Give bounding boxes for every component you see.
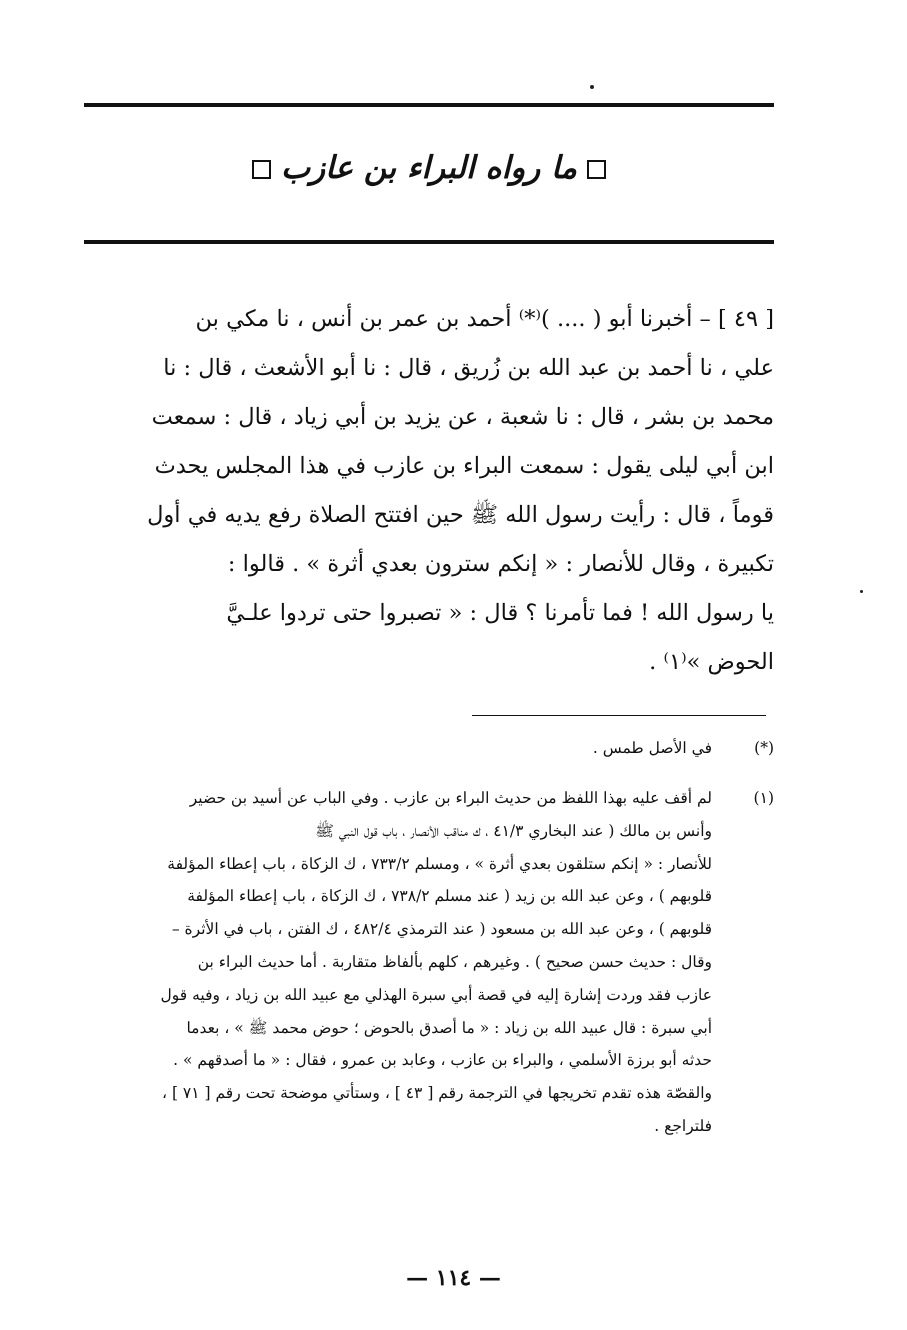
text-line: [ ٤٩ ] – أخبرنا أبو ( .... )⁽*⁾ أحمد بن عمر بن أنس ، نا مكي بن (195, 306, 774, 332)
footnote-separator (472, 715, 766, 716)
footnote-marker: (١) (753, 789, 774, 807)
footnote-line: عازب فقد وردت إشارة إليه في قصة أبي سبرة الهذلي مع عبيد الله بن زياد ، وفيه قول (160, 985, 712, 1004)
text-line: ابن أبي ليلى يقول : سمعت البراء بن عازب في هذا المجلس يحدث (154, 453, 774, 479)
bottom-rule (84, 240, 774, 244)
footnote-marker: (*) (754, 739, 774, 757)
square-ornament-icon (587, 160, 606, 179)
square-ornament-icon (252, 160, 271, 179)
text-line: الحوض »⁽١⁾ . (649, 649, 774, 675)
footnote-star (72, 732, 774, 765)
text-line: يا رسول الله ! فما تأمرنا ؟ قال : « تصبروا حتى تردوا علـيَّ (226, 600, 774, 626)
footnote-line: أبي سبرة : قال عبيد الله بن زياد : « ما أصدق بالحوض ؛ حوض محمد ﷺ » ، بعدما (186, 1018, 712, 1037)
footnote-line: للأنصار : « إنكم ستلقون بعدي أثرة » ، ومسلم ٧٣٣/٢ ، ك الزكاة ، باب إعطاء المؤلفة (167, 854, 712, 873)
speck (860, 590, 863, 593)
footnote-line: وقال : حديث حسن صحيح ) . وغيرهم ، كلهم بألفاظ متقاربة . أما حديث البراء بن (197, 952, 712, 971)
footnote-line: والقصّة هذه تقدم تخريجها في الترجمة رقم [ ٤٣ ] ، وستأتي موضحة تحت رقم [ ٧١ ] ، (162, 1084, 712, 1103)
hadith-text (72, 295, 774, 687)
footnote-line: حدثه أبو برزة الأسلمي ، والبراء بن عازب ، وعابد بن عمرو ، فقال : « ما أصدقهم » . (173, 1051, 712, 1070)
text-line: قوماً ، قال : رأيت رسول الله ﷺ حين افتتح الصلاة رفع يديه في أول (147, 502, 774, 528)
text-line: علي ، نا أحمد بن عبد الله بن زُريق ، قال : نا أبو الأشعث ، قال : نا (163, 355, 774, 381)
footnote-line: وأنس بن مالك ( عند البخاري ٤١/٣ ، ك مناقب الأنصار ، باب قول النبي ﷺ (315, 821, 712, 840)
text-line: محمد بن بشر ، قال : نا شعبة ، عن يزيد بن أبي زياد ، قال : سمعت (151, 404, 774, 430)
footnote-text: في الأصل طمس . (592, 739, 712, 757)
footnote-one (72, 782, 774, 1143)
top-rule (84, 103, 774, 107)
footnote-line: قلوبهم ) ، وعن عبد الله بن مسعود ( عند الترمذي ٤٨٢/٤ ، ك الفتن ، باب في الأثرة – (171, 920, 712, 939)
text-line: تكبيرة ، وقال للأنصار : « إنكم سترون بعدي أثرة » . قالوا : (227, 551, 774, 577)
page-number: — ١١٤ — (406, 1265, 501, 1291)
footnote-line: قلوبهم ) ، وعن عبد الله بن زيد ( عند مسلم ٧٣٨/٢ ، ك الزكاة ، باب إعطاء المؤلفة (187, 887, 712, 906)
footnote-line: لم أقف عليه بهذا اللفظ من حديث البراء بن عازب . وفي الباب عن أسيد بن حضير (189, 789, 712, 807)
chapter-title: ما رواه البراء بن عازب (280, 150, 578, 186)
footnote-line: فلتراجع . (654, 1116, 712, 1135)
chapter-heading (84, 150, 774, 186)
speck (590, 85, 594, 89)
